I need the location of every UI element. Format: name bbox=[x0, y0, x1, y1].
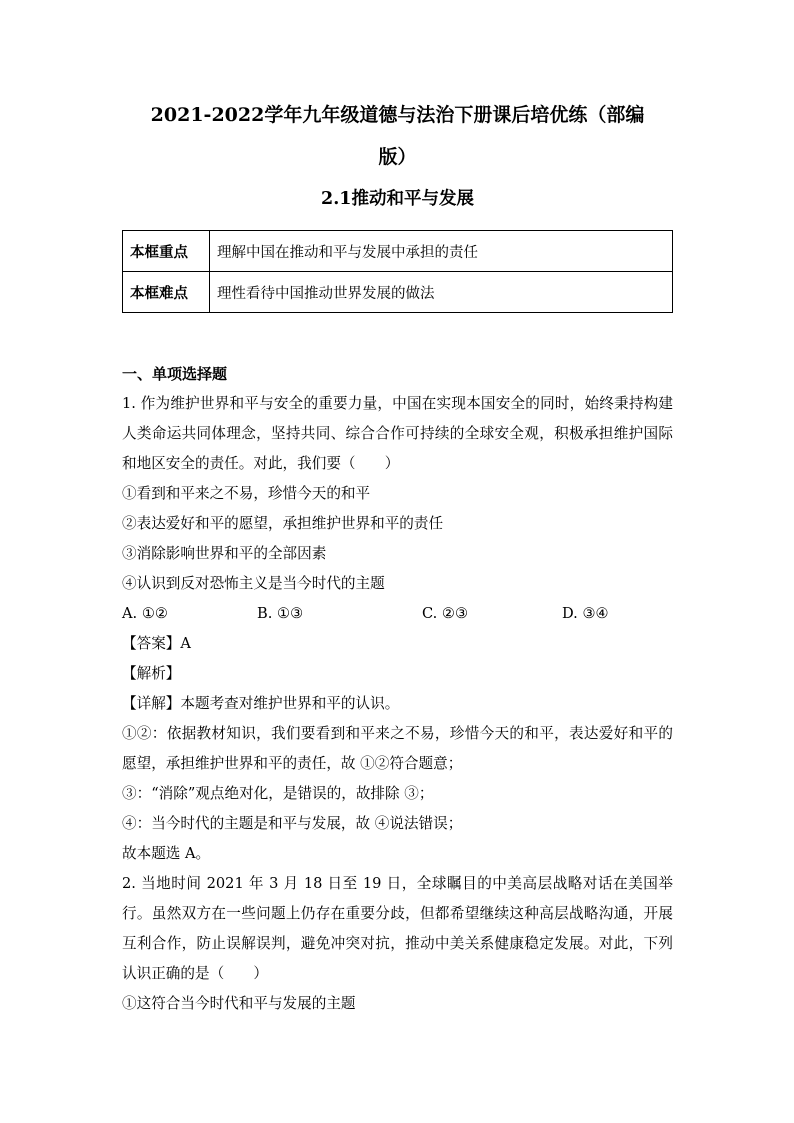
question-1-explanation-3: ③：“消除”观点绝对化，是错误的，故排除 ③； bbox=[122, 785, 434, 802]
table-row bbox=[123, 272, 673, 313]
question-2-item-1: ①这符合当今时代和平与发展的主题 bbox=[122, 995, 356, 1012]
option-b: B. ①③ bbox=[257, 605, 304, 622]
key-point-label: 本框重点 bbox=[123, 231, 210, 272]
question-1-stem: 1. 作为维护世界和平与安全的重要力量，中国在实现本国安全的同时，始终秉持构建人类命运共同体理念，坚持共同、综合合作可持续的全球安全观，积极承担维护国际和地区安全的责任。对此，我们要（ ） bbox=[122, 395, 673, 472]
option-d: D. ③④ bbox=[562, 605, 609, 622]
option-c: C. ②③ bbox=[422, 605, 469, 622]
key-point-content: 理性看待中国推动世界发展的做法 bbox=[210, 272, 673, 313]
section-heading: 一、单项选择题 bbox=[122, 365, 228, 383]
page-content bbox=[122, 94, 673, 1019]
key-point-label: 本框难点 bbox=[123, 272, 210, 313]
question-1-item-1: ①看到和平来之不易，珍惜今天的和平 bbox=[122, 485, 371, 502]
question-1-answer: 【答案】A bbox=[122, 635, 191, 652]
question-1-item-3: ③消除影响世界和平的全部因素 bbox=[122, 545, 327, 562]
key-point-content: 理解中国在推动和平与发展中承担的责任 bbox=[210, 231, 673, 272]
document-subtitle: 2.1推动和平与发展 bbox=[321, 189, 474, 209]
key-points-table bbox=[122, 230, 673, 313]
question-1-explanation-4: ④：当今时代的主题是和平与发展，故 ④说法错误； bbox=[122, 815, 463, 832]
question-1-explanation-1: 【详解】本题考查对维护世界和平的认识。 bbox=[122, 695, 400, 712]
document-title-line-2: 版） bbox=[378, 146, 417, 168]
document-title-line-1: 2021-2022学年九年级道德与法治下册课后培优练（部编 bbox=[150, 104, 645, 126]
question-1-explanation-2: ①②：依据教材知识，我们要看到和平来之不易，珍惜今天的和平，表达爱好和平的愿望，承担维护世界和平的责任，故 ①②符合题意； bbox=[122, 725, 673, 772]
document-title bbox=[122, 94, 673, 178]
question-1-item-2: ②表达爱好和平的愿望，承担维护世界和平的责任 bbox=[122, 515, 444, 532]
option-a: A. ①② bbox=[122, 605, 168, 622]
question-1-explanation-5: 故本题选 A。 bbox=[122, 845, 211, 862]
questions-body bbox=[122, 389, 673, 1019]
question-1-options bbox=[122, 599, 673, 629]
table-row bbox=[123, 231, 673, 272]
question-2-stem: 2. 当地时间 2021 年 3 月 18 日至 19 日，全球瞩目的中美高层战略对话在美国举行。虽然双方在一些问题上仍存在重要分歧，但都希望继续这种高层战略沟通，开展互利合作，防止误解误判，避免冲突对抗，推动中美关系健康稳定发展。对此，下列认识正确的是（ ） bbox=[122, 875, 673, 982]
question-1-analysis-label: 【解析】 bbox=[122, 665, 181, 682]
question-1-item-4: ④认识到反对恐怖主义是当今时代的主题 bbox=[122, 575, 385, 592]
